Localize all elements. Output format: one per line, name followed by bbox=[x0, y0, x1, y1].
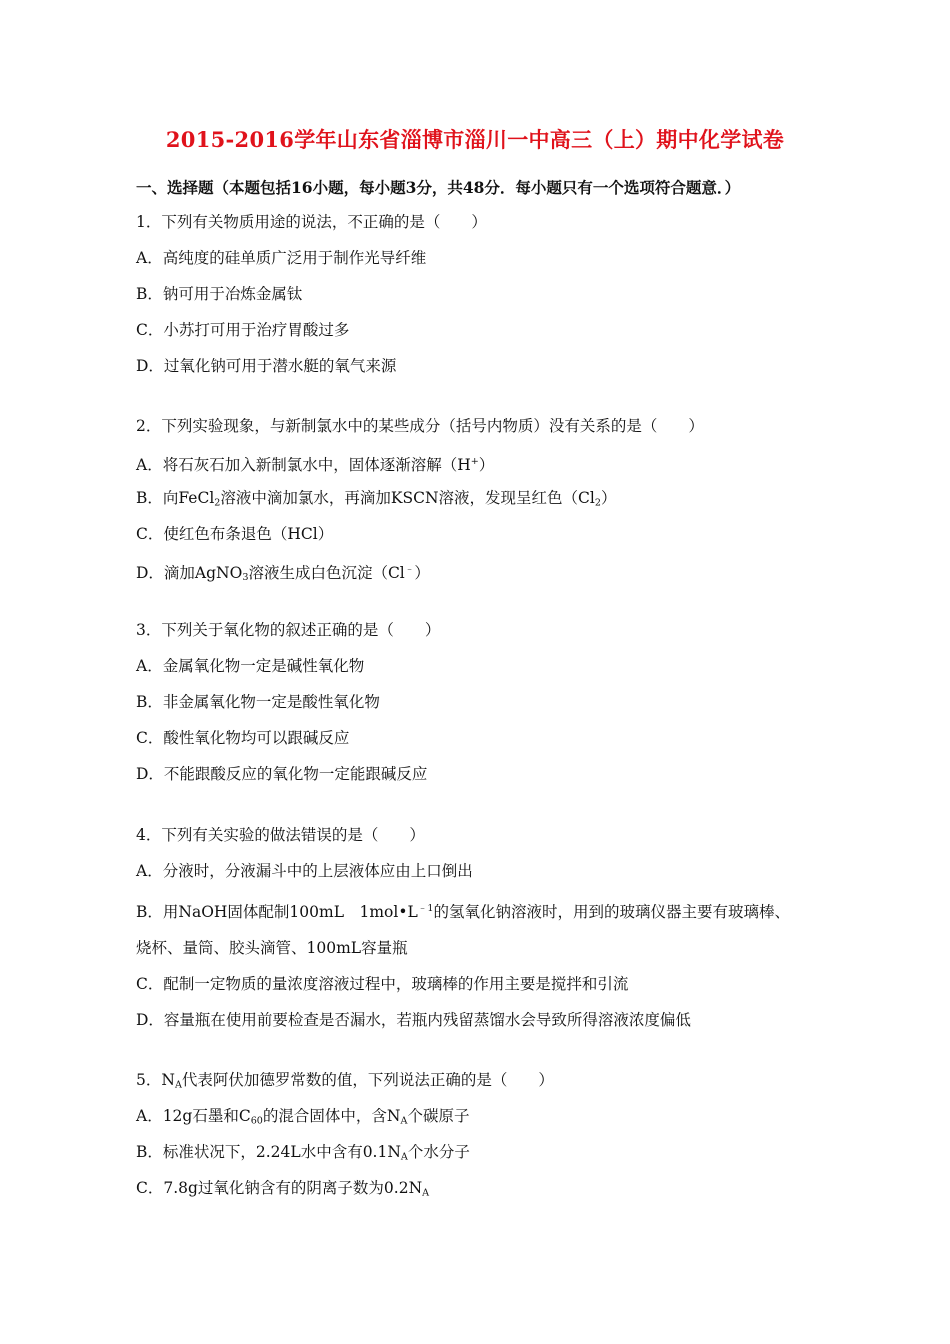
question-2-option-c: C．使红色布条退色（HCl） bbox=[136, 525, 334, 543]
question-3-stem: 3．下列关于氧化物的叙述正确的是（ ） bbox=[136, 621, 441, 639]
exam-title: 2015-2016学年山东省淄博市淄川一中高三（上）期中化学试卷 bbox=[165, 127, 785, 152]
question-1-option-b: B．钠可用于冶炼金属钛 bbox=[136, 285, 303, 303]
question-4-stem: 4．下列有关实验的做法错误的是（ ） bbox=[136, 826, 425, 844]
question-4-option-b-continued: 烧杯、量筒、胶头滴管、100mL容量瓶 bbox=[136, 939, 408, 957]
question-3-option-b: B．非金属氧化物一定是酸性氧化物 bbox=[136, 693, 380, 711]
question-4-option-d: D．容量瓶在使用前要检查是否漏水，若瓶内残留蒸馏水会导致所得溶液浓度偏低 bbox=[136, 1011, 691, 1029]
question-3-option-a: A．金属氧化物一定是碱性氧化物 bbox=[136, 657, 365, 675]
question-4-option-a: A．分液时，分液漏斗中的上层液体应由上口倒出 bbox=[136, 862, 473, 880]
question-5-option-b: B．标准状况下，2.24L水中含有$0.1N_A$个水分子 bbox=[136, 1143, 470, 1163]
question-2-option-b: B．向FeCl$_2$溶液中滴加氯水，再滴加KSCN溶液，发现呈红色$(Cl_2)$ bbox=[136, 489, 617, 509]
question-4-option-c: C．配制一定物质的量浓度溶液过程中，玻璃棒的作用主要是搅拌和引流 bbox=[136, 975, 629, 993]
section-header: 一、选择题（本题包括16小题，每小题3分，共48分．每小题只有一个选项符合题意．） bbox=[136, 178, 741, 197]
question-4-option-b: B．用NaOH固体配制100mL $1mol•L^{﹣1}$的氢氧化钠溶液时，用到的玻璃仪器主要有玻璃棒、 bbox=[136, 902, 790, 921]
question-2-stem: 2．下列实验现象，与新制氯水中的某些成分（括号内物质）没有关系的是（ ） bbox=[136, 417, 704, 435]
question-5-option-c: C．7.8g过氧化钠含有的阴离子数为$0.2N_A$ bbox=[136, 1179, 430, 1199]
question-1-stem: 1．下列有关物质用途的说法，不正确的是（ ） bbox=[136, 213, 487, 231]
question-1-option-a: A．高纯度的硅单质广泛用于制作光导纤维 bbox=[136, 249, 427, 267]
question-3-option-c: C．酸性氧化物均可以跟碱反应 bbox=[136, 729, 350, 747]
question-3-option-d: D．不能跟酸反应的氧化物一定能跟碱反应 bbox=[136, 765, 428, 783]
question-5-option-a: A．12g石墨和$C_{60}$的混合固体中，含$N_A$个碳原子 bbox=[136, 1107, 470, 1127]
question-2-option-a: A．将石灰石加入新制氯水中，固体逐渐溶解（H+） bbox=[136, 455, 495, 474]
question-5-stem: 5．$N_A$代表阿伏加德罗常数的值，下列说法正确的是（ ） bbox=[136, 1071, 554, 1091]
question-2-option-d: D．滴加AgNO$_3$溶液生成白色沉淀（Cl﹣） bbox=[136, 563, 430, 584]
question-1-option-c: C．小苏打可用于治疗胃酸过多 bbox=[136, 321, 350, 339]
question-1-option-d: D．过氧化钠可用于潜水艇的氧气来源 bbox=[136, 357, 397, 375]
